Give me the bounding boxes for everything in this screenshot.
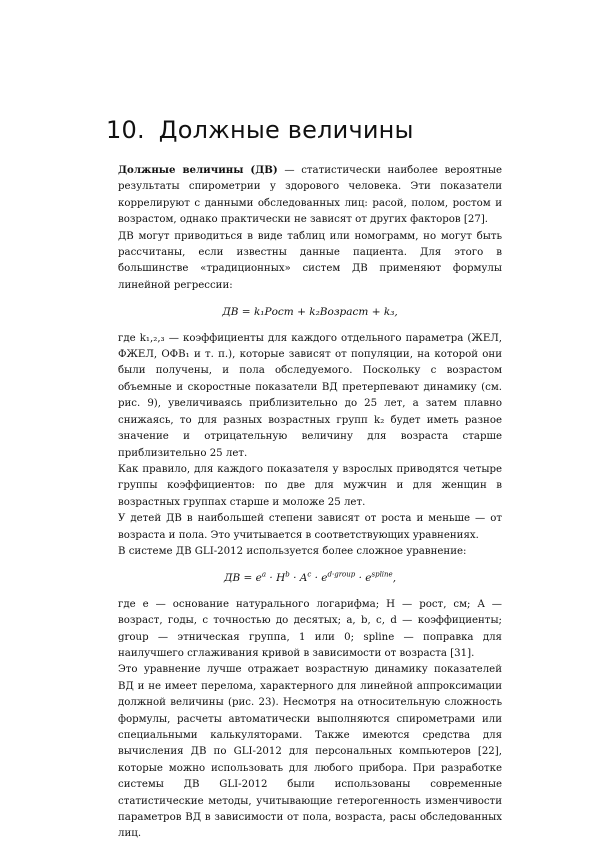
- section-title: Должные величины: [158, 116, 414, 144]
- definition-text: — статистически наиболее вероятные результаты спирометрии у здорового человека. Эти показатели коррелируют с данными обследованных лиц: расой, полом, ростом и возрастом, однако практически не зависят от других факторов [27].: [118, 165, 502, 226]
- paragraph-variables: где e — основание натурального логарифма; H — рост, см; A — возраст, годы, с точностью до десятых; a, b, c, d — коэффициенты; group — этническая группа, 1 или 0; spline — поправка для наилучшего сглаживания кривой в зависимости от возраста [31].: [118, 598, 502, 659]
- paragraph-coefficients: где k₁,₂,₃ — коэффициенты для каждого отдельного параметра (ЖЕЛ, ФЖЕЛ, ОФВ₁ и т. п.), которые зависят от популяции, на которой они были получены, и пола обследуемого. Поскольку с возрастом объемные и скоростные показатели ВД претерпевают динамику (см. рис. 9), увеличиваясь приблизительно до 25 лет, а затем плавно снижаясь, то для разных возрастных групп k₂ будет иметь разное значение и отрицательную величину для возраста старше приблизительно 25 лет.: [118, 332, 502, 459]
- paragraph-gli-benefits: Это уравнение лучше отражает возрастную динамику показателей ВД и не имеет перелома, характерного для линейной аппроксимации должной величины (рис. 23). Несмотря на относительную сложность формулы, расчеты автоматически выполняются спирометрами или специальными калькуляторами. Также имеются средства для вычисления ДВ по GLI-2012 для персональных компьютеров [22], которые можно использовать для любого прибора. При разработке системы ДВ GLI-2012 были использованы современные статистические методы, учитывающие гетерогенность изменчивости параметров ВД в зависимости от пола, возраста, расы обследованных лиц.: [118, 664, 502, 840]
- section-number: 10.: [106, 116, 145, 144]
- defined-term: Должные величины (ДВ): [118, 164, 278, 176]
- paragraph-definition: [118, 162, 502, 229]
- paragraph-children: У детей ДВ в наибольшей степени зависят от роста и меньше — от возраста и пола. Это учитывается в соответствующих уравнениях.: [118, 513, 502, 541]
- body-text: [118, 162, 502, 843]
- section-heading: [106, 116, 414, 144]
- formula-gli-2012: ДВ = $e^a \cdot H^b \cdot A^c \cdot e^{d\cdot group} \cdot e^{spline}$,: [223, 570, 397, 585]
- paragraph-tables: ДВ могут приводиться в виде таблиц или номограмм, но могут быть рассчитаны, если известны данные пациента. Для этого в большинстве «традиционных» систем ДВ применяют формулы линейной регрессии:: [118, 230, 502, 291]
- formula-linear-regression: ДВ = k₁Рост + k₂Возраст + k₃,: [222, 306, 398, 319]
- paragraph-adult-groups: Как правило, для каждого показателя у взрослых приводятся четыре группы коэффициентов: по две для мужчин и для женщин в возрастных группах старше и моложе 25 лет.: [118, 463, 502, 508]
- paragraph-gli-intro: В системе ДВ GLI-2012 используется более сложное уравнение:: [118, 545, 467, 557]
